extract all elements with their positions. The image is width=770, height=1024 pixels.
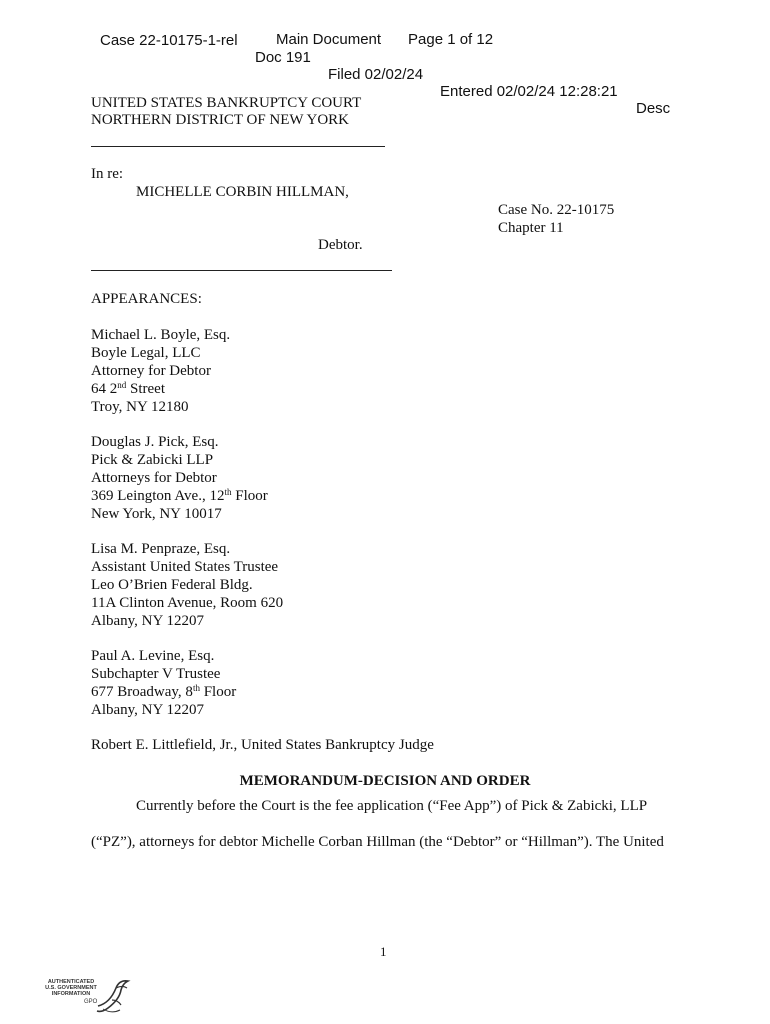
chapter: Chapter 11 (498, 220, 564, 236)
street-address: 11A Clinton Avenue, Room 620 (91, 595, 284, 611)
city-state-zip: Troy, NY 12180 (91, 399, 189, 415)
gpo-mark: GPO (84, 999, 98, 1005)
eagle-icon (94, 976, 134, 1016)
document-title: MEMORANDUM-DECISION AND ORDER (239, 773, 531, 789)
city-state-zip: Albany, NY 12207 (91, 613, 205, 629)
judge-line: Robert E. Littlefield, Jr., United States Bankruptcy Judge (91, 737, 434, 753)
street-address: 64 2nd Street (91, 380, 165, 397)
firm-name: Boyle Legal, LLC (91, 345, 201, 361)
header-page: Page 1 of 12 (408, 31, 494, 48)
firm-name: Pick & Zabicki LLP (91, 452, 214, 468)
court-name: UNITED STATES BANKRUPTCY COURT (91, 95, 362, 111)
attorney-name: Lisa M. Penpraze, Esq. (91, 541, 231, 557)
body-paragraph-1: Currently before the Court is the fee application (“Fee App”) of Pick & Zabicki, LLP (136, 798, 648, 814)
appearance-boyle (91, 326, 230, 416)
debtor-name: MICHELLE CORBIN HILLMAN, (136, 184, 349, 200)
street-address: 677 Broadway, 8th Floor (91, 683, 237, 700)
city-state-zip: New York, NY 10017 (91, 506, 222, 522)
attorney-name: Paul A. Levine, Esq. (91, 648, 215, 664)
body-paragraph-2: (“PZ”), attorneys for debtor Michelle Corban Hillman (the “Debtor” or “Hillman”). The United (91, 834, 664, 850)
page-number: 1 (380, 944, 387, 959)
gpo-logo-text: AUTHENTICATED U.S. GOVERNMENT INFORMATION (45, 979, 97, 997)
gpo-authentication-logo (44, 976, 134, 1016)
header-filed: Filed 02/02/24 (328, 66, 424, 83)
appearances-heading: APPEARANCES: (91, 291, 202, 307)
filing-header (100, 15, 680, 151)
street-address: 369 Leington Ave., 12th Floor (91, 487, 268, 504)
caption-top-rule (91, 146, 385, 147)
attorney-role: Assistant United States Trustee (91, 559, 279, 575)
appearance-levine (91, 647, 236, 719)
header-main-document: Main Document (276, 31, 382, 48)
header-case: Case 22-10175-1-rel (100, 32, 238, 49)
in-re-label: In re: (91, 166, 124, 182)
city-state-zip: Albany, NY 12207 (91, 702, 205, 718)
appearance-pick (91, 433, 268, 523)
court-district: NORTHERN DISTRICT OF NEW YORK (91, 112, 349, 128)
attorney-name: Douglas J. Pick, Esq. (91, 434, 219, 450)
case-number: Case No. 22-10175 (498, 202, 615, 218)
caption-bottom-rule (91, 270, 392, 271)
attorney-name: Michael L. Boyle, Esq. (91, 327, 231, 343)
attorney-role: Attorneys for Debtor (91, 470, 217, 486)
debtor-label: Debtor. (318, 237, 363, 253)
attorney-role: Subchapter V Trustee (91, 666, 221, 682)
attorney-role: Attorney for Debtor (91, 363, 211, 379)
appearance-penpraze (91, 540, 283, 630)
header-desc: Desc (636, 100, 671, 117)
header-entered: Entered 02/02/24 12:28:21 (440, 83, 618, 100)
building-name: Leo O’Brien Federal Bldg. (91, 577, 253, 593)
header-doc: Doc 191 (255, 49, 311, 66)
